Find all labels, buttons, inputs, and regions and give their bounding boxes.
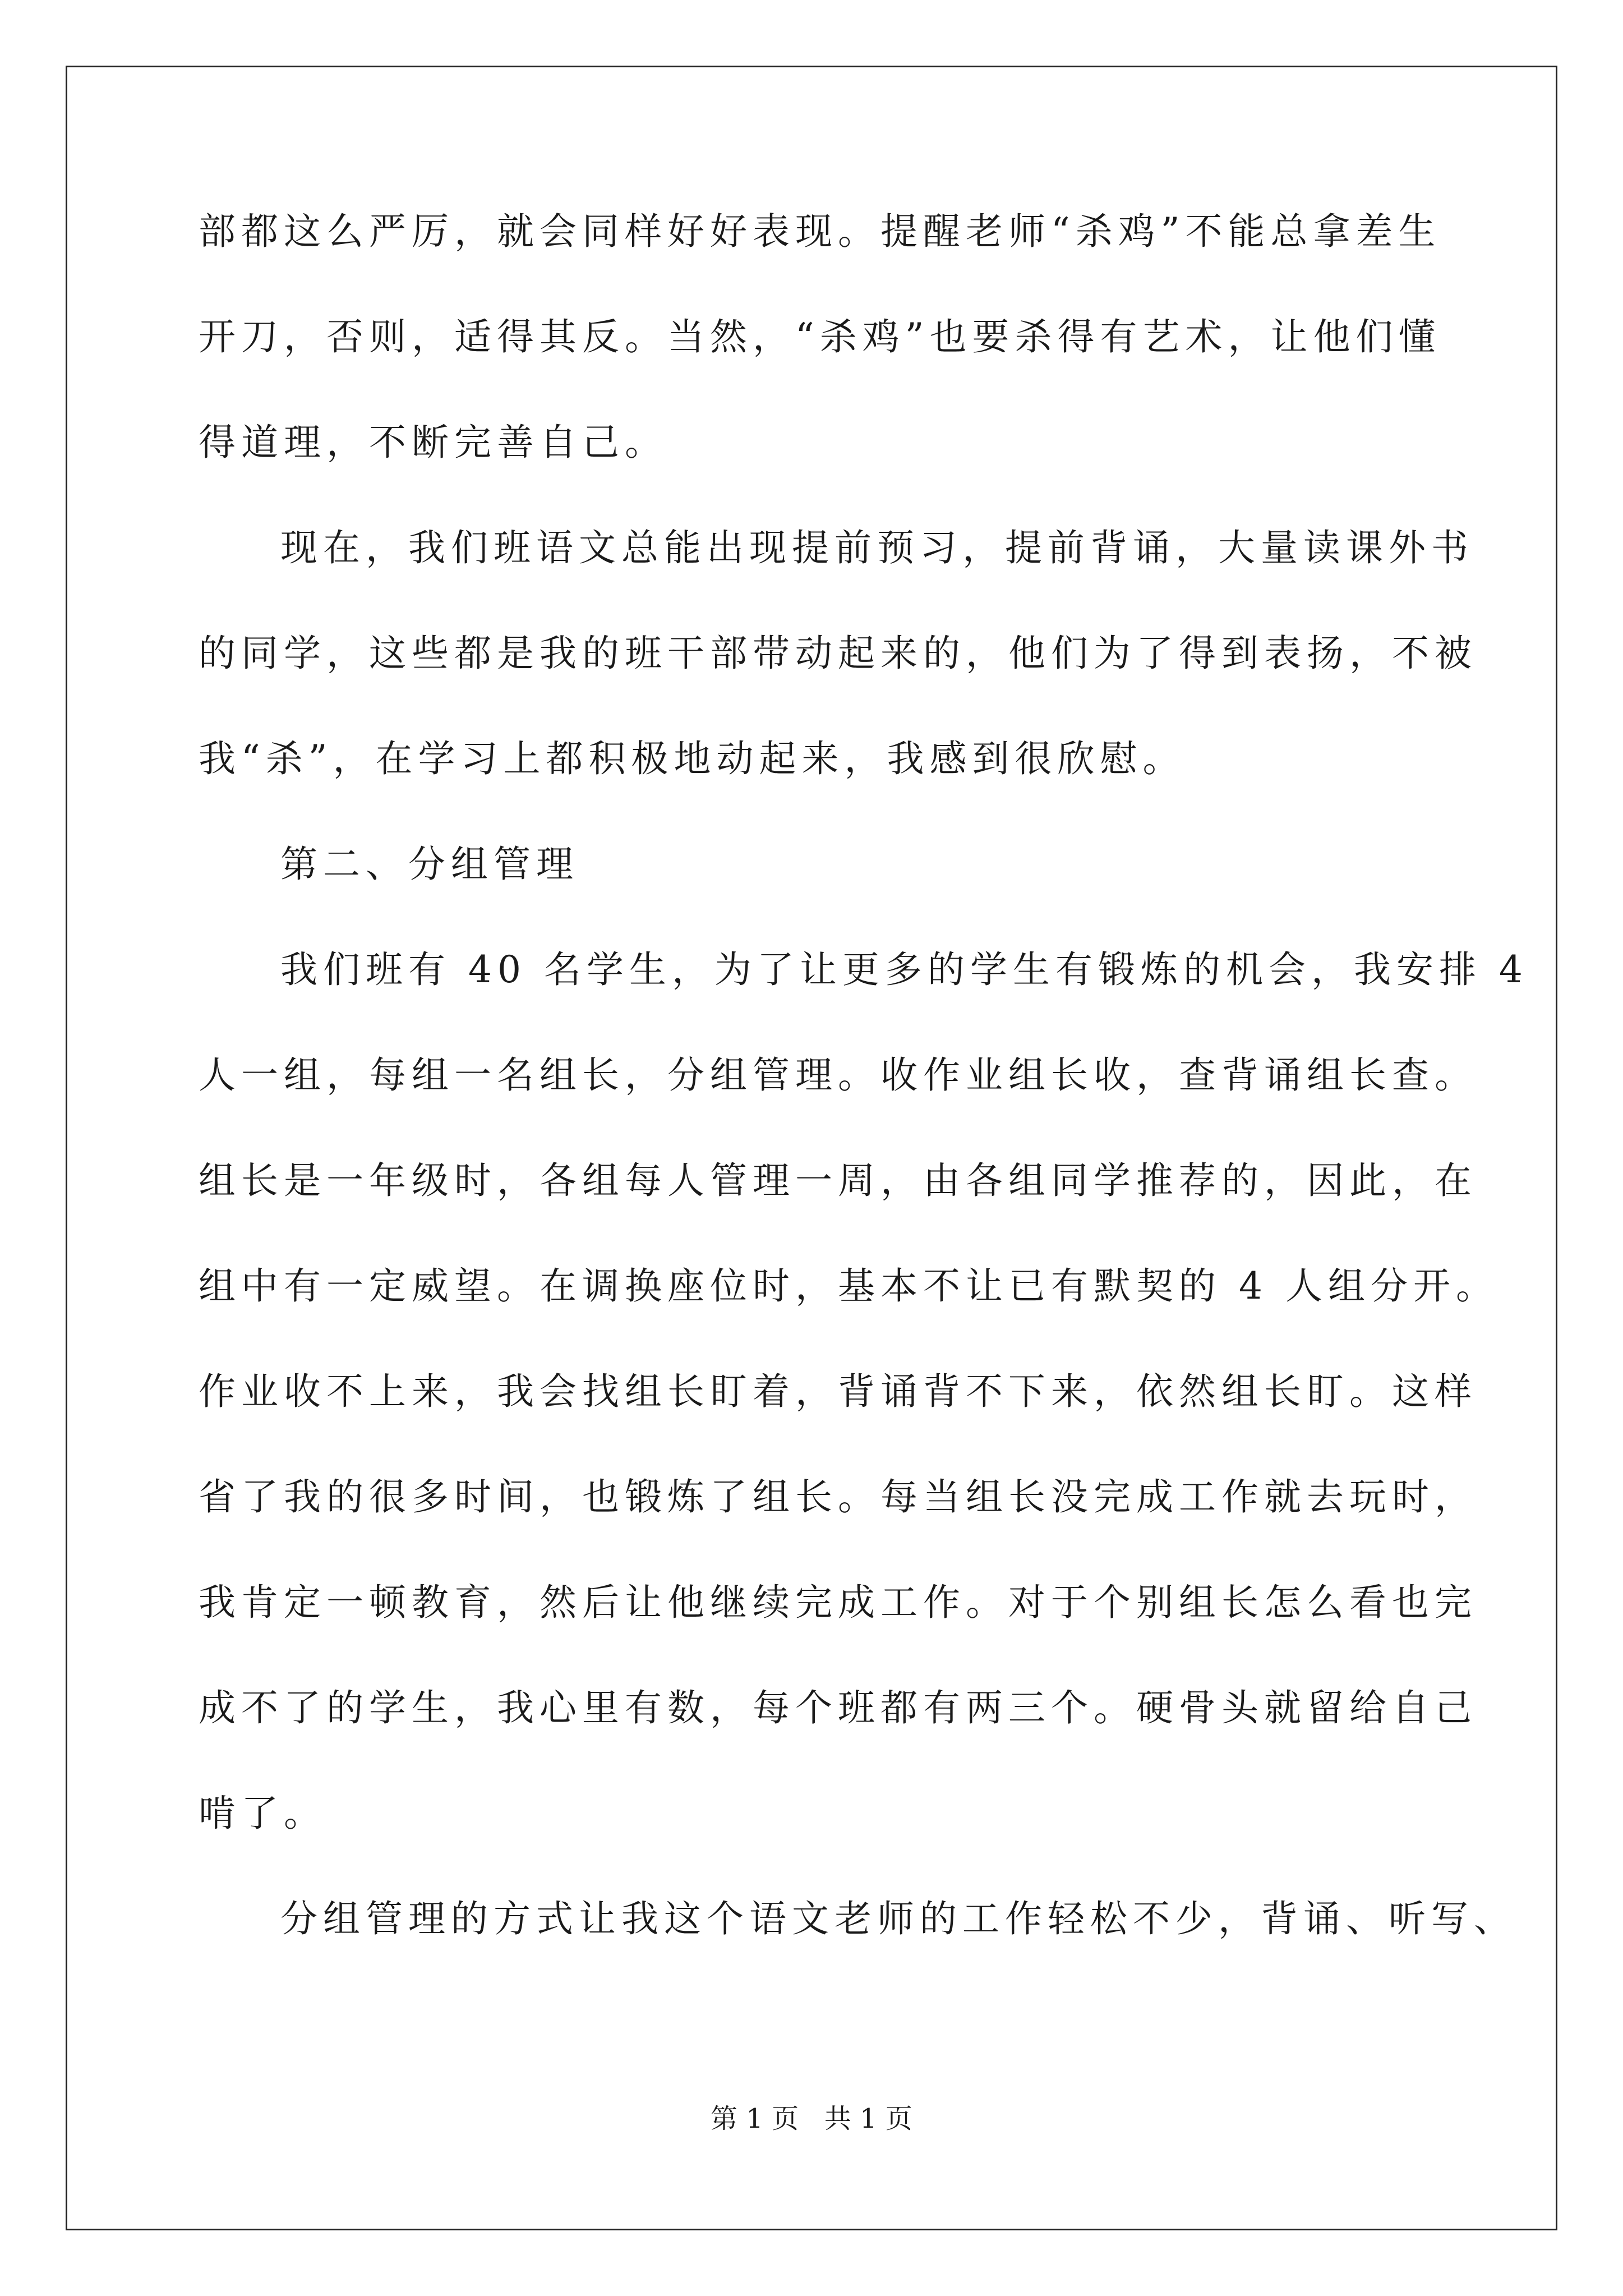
text-line: 的同学，这些都是我的班干部带动起来的，他们为了得到表扬，不被: [199, 632, 1477, 675]
text-line: 啃了。: [199, 1792, 326, 1835]
paragraph-start-line: 我们班有 40 名学生，为了让更多的学生有锻炼的机会，我安排 4: [280, 948, 1528, 991]
text-line: 部都这么严厉，就会同样好好表现。提醒老师“杀鸡”不能总拿差生: [199, 210, 1441, 253]
document-body: [199, 210, 1528, 2006]
text-line: 人一组，每组一名组长，分组管理。收作业组长收，查背诵组长查。: [199, 1053, 1477, 1097]
text-line: 作业收不上来，我会找组长盯着，背诵背不下来，依然组长盯。这样: [199, 1370, 1477, 1413]
text-line: 我“杀”，在学习上都积极地动起来，我感到很欣慰。: [199, 737, 1186, 780]
paragraph-start-line: 分组管理的方式让我这个语文老师的工作轻松不少，背诵、听写、: [280, 1897, 1516, 1940]
page-number-footer: 第 1 页 共 1 页: [711, 2103, 912, 2134]
text-line: 成不了的学生，我心里有数，每个班都有两三个。硬骨头就留给自己: [199, 1686, 1477, 1729]
text-line: 组中有一定威望。在调换座位时，基本不让已有默契的 4 人组分开。: [199, 1264, 1498, 1308]
text-line: 开刀，否则，适得其反。当然，“杀鸡”也要杀得有艺术，让他们懂: [199, 315, 1441, 358]
text-line: 得道理，不断完善自己。: [199, 421, 667, 464]
text-line: 我肯定一顿教育，然后让他继续完成工作。对于个别组长怎么看也完: [199, 1581, 1477, 1624]
paragraph-start-line: 现在，我们班语文总能出现提前预习，提前背诵，大量读课外书: [280, 526, 1474, 569]
section-heading: 第二、分组管理: [280, 843, 579, 886]
text-line: 省了我的很多时间，也锻炼了组长。每当组长没完成工作就去玩时，: [199, 1475, 1477, 1519]
text-line: 组长是一年级时，各组每人管理一周，由各组同学推荐的，因此，在: [199, 1159, 1477, 1202]
